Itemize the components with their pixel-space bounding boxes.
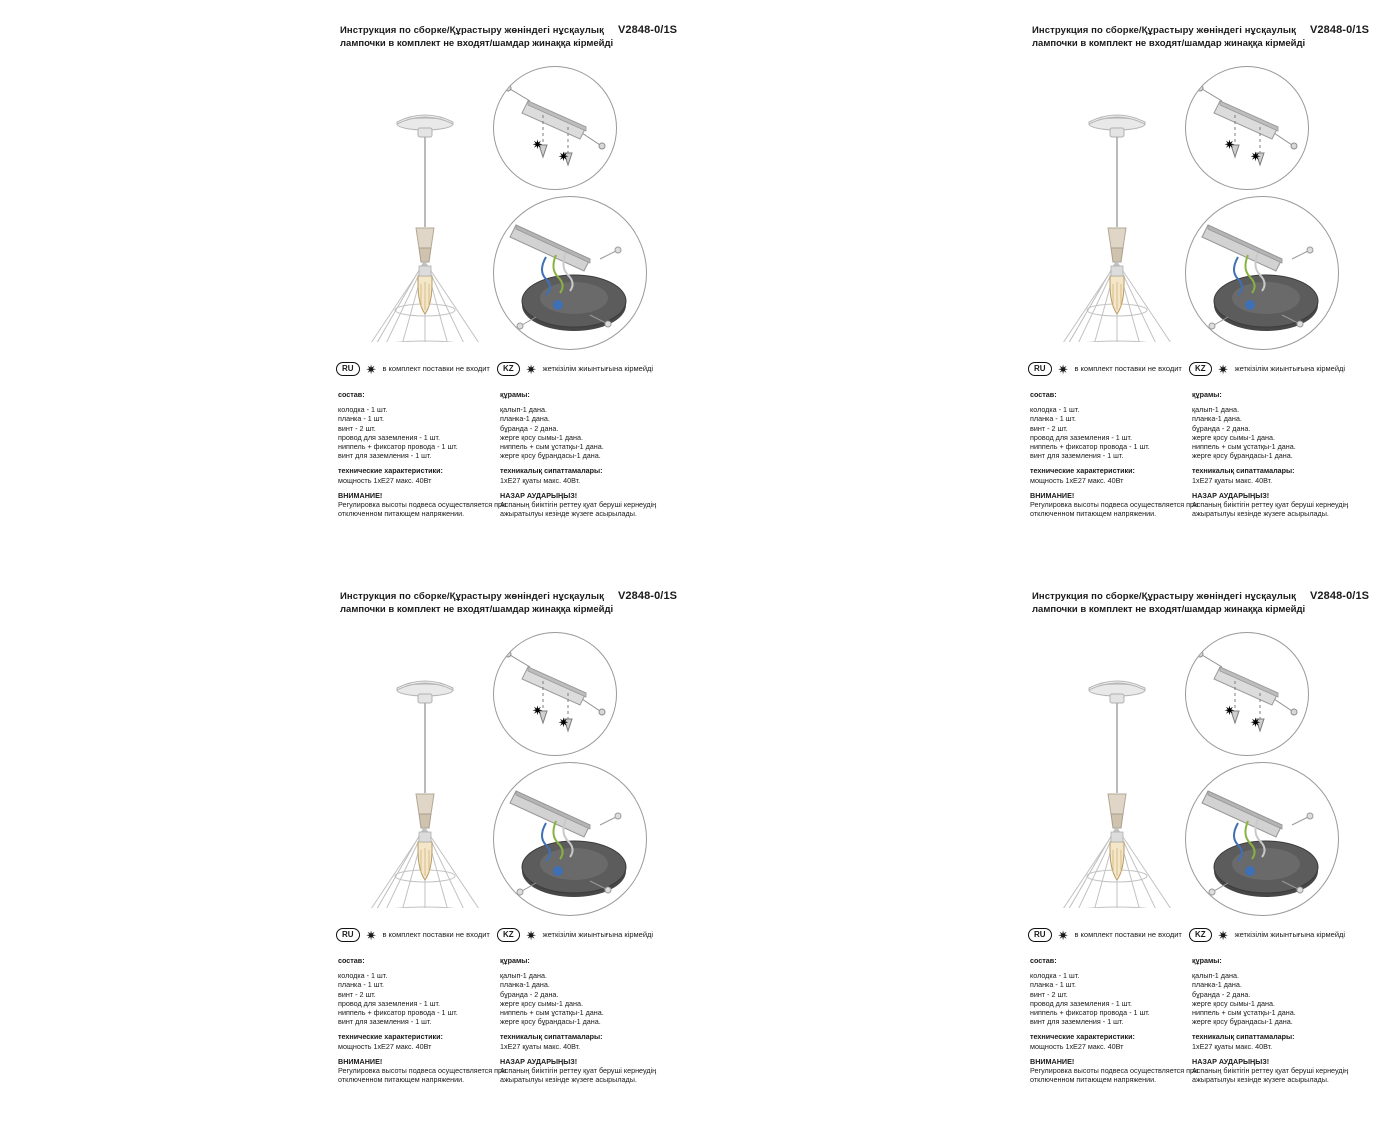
ceiling-bracket-detail-icon	[1185, 632, 1309, 756]
spec-kz-tech-value: 1хЕ27 қуаты макс. 40Вт.	[1192, 1041, 1273, 1051]
wiring-connection-detail-icon	[1185, 196, 1339, 350]
spec-ru-item: планка - 1 шт.	[338, 414, 384, 424]
spec-ru-item: винт для заземления - 1 шт.	[338, 451, 432, 461]
instruction-panel	[692, 566, 1383, 1131]
spec-kz-heading: құрамы:	[1192, 956, 1222, 965]
spec-kz-item: ниппель + сым ұстатқы-1 дана.	[1192, 1008, 1296, 1018]
spec-block-ru	[1030, 956, 1200, 1084]
ceiling-bracket-detail-icon	[493, 66, 617, 190]
spec-ru-warning-text: Регулировка высоты подвеса осуществляется при отключенном питающем напряжении.	[338, 1066, 507, 1085]
panel-header	[340, 24, 678, 50]
header-subtitle: лампочки в комплект не входят/шамдар жинаққа кірмейді	[340, 604, 614, 615]
spec-kz-heading: құрамы:	[500, 956, 530, 965]
header-subtitle: лампочки в комплект не входят/шамдар жинаққа кірмейді	[1032, 604, 1306, 615]
legend-ru	[336, 928, 490, 942]
svg-text:✷: ✷	[532, 138, 543, 153]
legend-kz-note: жеткізілім жиынтығына кірмейді	[1234, 930, 1346, 940]
asterisk-icon: ✷	[1217, 361, 1229, 377]
spec-ru-warning-heading: ВНИМАНИЕ!	[1030, 490, 1075, 500]
spec-kz-warning-heading: НАЗАР АУДАРЫҢЫЗ!	[500, 1056, 578, 1066]
spec-kz-item: бұранда - 2 дана.	[500, 423, 559, 433]
header-title-row	[1032, 590, 1370, 603]
spec-ru-item: винт - 2 шт.	[1030, 989, 1068, 999]
header-title-row	[340, 24, 678, 37]
spec-ru-item: провод для заземления - 1 шт.	[338, 998, 441, 1008]
spec-kz-item: жерге қосу бұрандасы-1 дана.	[1192, 451, 1293, 461]
spec-ru-heading: состав:	[1030, 956, 1057, 965]
spec-kz-item: жерге қосу бұрандасы-1 дана.	[500, 1017, 601, 1027]
pendant-lamp-icon	[330, 618, 520, 908]
header-subtitle: лампочки в комплект не входят/шамдар жинаққа кірмейді	[1032, 38, 1306, 49]
pendant-lamp-icon	[330, 52, 520, 342]
spec-ru-item: планка - 1 шт.	[338, 980, 384, 990]
spec-kz-tech-value: 1хЕ27 қуаты макс. 40Вт.	[500, 1041, 581, 1051]
legend-kz	[497, 928, 653, 942]
legend-kz	[1189, 928, 1345, 942]
pendant-lamp-icon	[1022, 618, 1212, 908]
spec-kz-tech-heading: техникалық сипаттамалары:	[500, 466, 603, 476]
spec-block-kz	[1192, 390, 1362, 518]
badge-kz: KZ	[497, 362, 520, 376]
spec-ru-item: винт для заземления - 1 шт.	[1030, 1017, 1124, 1027]
header-title: Инструкция по сборке/Құрастыру жөніндегі нұсқаулық	[340, 591, 604, 602]
spec-ru-tech-heading: технические характеристики:	[1030, 1032, 1135, 1042]
spec-ru-item: ниппель + фиксатор провода - 1 шт.	[1030, 442, 1150, 452]
legend-ru	[336, 362, 490, 376]
legend-kz-note: жеткізілім жиынтығына кірмейді	[1234, 364, 1346, 374]
header-title: Инструкция по сборке/Құрастыру жөніндегі нұсқаулық	[1032, 591, 1296, 602]
svg-text:✷: ✷	[1250, 716, 1261, 731]
spec-kz-item: жерге қосу сымы-1 дана.	[500, 998, 583, 1008]
svg-text:✷: ✷	[1250, 150, 1261, 165]
spec-kz-item: қалып-1 дана.	[1192, 971, 1239, 981]
spec-ru-heading: состав:	[1030, 390, 1057, 399]
spec-ru-warning-heading: ВНИМАНИЕ!	[338, 1056, 383, 1066]
spec-kz-item: ниппель + сым ұстатқы-1 дана.	[500, 442, 604, 452]
asterisk-icon: ✷	[525, 361, 537, 377]
legend-ru-note: в комплект поставки не входит	[382, 930, 490, 940]
spec-kz-item: планка-1 дана.	[500, 980, 550, 990]
asterisk-icon: ✷	[525, 927, 537, 943]
spec-ru-tech-value: мощность 1хЕ27 макс. 40Вт	[338, 1041, 432, 1051]
asterisk-icon: ✷	[1217, 927, 1229, 943]
spec-kz-item: қалып-1 дана.	[500, 971, 547, 981]
legend-kz	[1189, 362, 1345, 376]
spec-kz-item: ниппель + сым ұстатқы-1 дана.	[500, 1008, 604, 1018]
legend-kz-note: жеткізілім жиынтығына кірмейді	[542, 930, 654, 940]
instruction-panel	[692, 0, 1383, 566]
wiring-connection-detail-icon	[493, 196, 647, 350]
spec-kz-tech-heading: техникалық сипаттамалары:	[1192, 466, 1295, 476]
panel-header	[1032, 24, 1370, 50]
spec-ru-item: винт - 2 шт.	[338, 423, 376, 433]
legend-ru-note: в комплект поставки не входит	[382, 364, 490, 374]
spec-ru-tech-heading: технические характеристики:	[338, 1032, 443, 1042]
badge-kz: KZ	[1189, 362, 1212, 376]
spec-ru-item: колодка - 1 шт.	[338, 971, 388, 981]
spec-kz-item: жерге қосу бұрандасы-1 дана.	[1192, 1017, 1293, 1027]
wiring-connection-detail-icon	[493, 762, 647, 916]
spec-kz-item: бұранда - 2 дана.	[1192, 423, 1251, 433]
spec-kz-warning-heading: НАЗАР АУДАРЫҢЫЗ!	[500, 490, 578, 500]
spec-ru-tech-heading: технические характеристики:	[1030, 466, 1135, 476]
legend-kz-note: жеткізілім жиынтығына кірмейді	[542, 364, 654, 374]
badge-ru: RU	[1028, 362, 1052, 376]
asterisk-icon: ✷	[365, 361, 377, 377]
spec-ru-warning-text: Регулировка высоты подвеса осуществляется при отключенном питающем напряжении.	[338, 500, 507, 519]
spec-ru-item: ниппель + фиксатор провода - 1 шт.	[338, 1008, 458, 1018]
badge-ru: RU	[336, 928, 360, 942]
spec-kz-warning-heading: НАЗАР АУДАРЫҢЫЗ!	[1192, 490, 1270, 500]
spec-kz-warning-heading: НАЗАР АУДАРЫҢЫЗ!	[1192, 1056, 1270, 1066]
spec-ru-item: колодка - 1 шт.	[1030, 971, 1080, 981]
spec-ru-item: провод для заземления - 1 шт.	[1030, 998, 1133, 1008]
spec-kz-heading: құрамы:	[1192, 390, 1222, 399]
asterisk-icon: ✷	[1057, 927, 1069, 943]
spec-ru-item: планка - 1 шт.	[1030, 414, 1076, 424]
spec-kz-warning-text: Аспаның биіктігін реттеу қуат беруші кернеудің ажыратылуы кезінде жүзеге асырылады.	[500, 1066, 657, 1085]
spec-ru-tech-value: мощность 1хЕ27 макс. 40Вт	[1030, 1041, 1124, 1051]
header-title-row	[1032, 24, 1370, 37]
spec-kz-item: планка-1 дана.	[1192, 980, 1242, 990]
badge-kz: KZ	[497, 928, 520, 942]
spec-kz-warning-text: Аспаның биіктігін реттеу қуат беруші кернеудің ажыратылуы кезінде жүзеге асырылады.	[500, 500, 657, 519]
ceiling-bracket-detail-icon	[493, 632, 617, 756]
badge-kz: KZ	[1189, 928, 1212, 942]
ceiling-bracket-detail-icon	[1185, 66, 1309, 190]
product-code: V2848-0/1S	[1310, 24, 1370, 36]
svg-text:✷: ✷	[558, 150, 569, 165]
header-title: Инструкция по сборке/Құрастыру жөніндегі нұсқаулық	[1032, 25, 1296, 36]
spec-block-kz	[1192, 956, 1362, 1084]
spec-kz-item: қалып-1 дана.	[500, 405, 547, 415]
spec-kz-item: бұранда - 2 дана.	[500, 989, 559, 999]
spec-ru-item: ниппель + фиксатор провода - 1 шт.	[1030, 1008, 1150, 1018]
spec-kz-item: ниппель + сым ұстатқы-1 дана.	[1192, 442, 1296, 452]
spec-kz-tech-heading: техникалық сипаттамалары:	[500, 1032, 603, 1042]
spec-kz-item: бұранда - 2 дана.	[1192, 989, 1251, 999]
spec-kz-warning-text: Аспаның биіктігін реттеу қуат беруші кернеудің ажыратылуы кезінде жүзеге асырылады.	[1192, 500, 1349, 519]
legend-kz	[497, 362, 653, 376]
wiring-connection-detail-icon	[1185, 762, 1339, 916]
badge-ru: RU	[1028, 928, 1052, 942]
header-title-row	[340, 590, 678, 603]
spec-ru-warning-text: Регулировка высоты подвеса осуществляется при отключенном питающем напряжении.	[1030, 1066, 1199, 1085]
spec-block-ru	[338, 390, 508, 518]
spec-ru-tech-heading: технические характеристики:	[338, 466, 443, 476]
spec-block-kz	[500, 390, 670, 518]
spec-kz-heading: құрамы:	[500, 390, 530, 399]
legend-ru	[1028, 928, 1182, 942]
badge-ru: RU	[336, 362, 360, 376]
legend-ru	[1028, 362, 1182, 376]
spec-ru-item: колодка - 1 шт.	[1030, 405, 1080, 415]
spec-ru-warning-text: Регулировка высоты подвеса осуществляется при отключенном питающем напряжении.	[1030, 500, 1199, 519]
spec-kz-item: жерге қосу сымы-1 дана.	[500, 432, 583, 442]
panel-header	[340, 590, 678, 616]
product-code: V2848-0/1S	[618, 590, 678, 602]
spec-ru-item: планка - 1 шт.	[1030, 980, 1076, 990]
spec-ru-item: винт - 2 шт.	[1030, 423, 1068, 433]
instruction-panel	[0, 566, 692, 1131]
spec-block-ru	[338, 956, 508, 1084]
spec-ru-item: ниппель + фиксатор провода - 1 шт.	[338, 442, 458, 452]
pendant-lamp-icon	[1022, 52, 1212, 342]
spec-ru-item: винт для заземления - 1 шт.	[1030, 451, 1124, 461]
spec-ru-tech-value: мощность 1хЕ27 макс. 40Вт	[1030, 475, 1124, 485]
spec-kz-item: жерге қосу бұрандасы-1 дана.	[500, 451, 601, 461]
legend-ru-note: в комплект поставки не входит	[1074, 364, 1182, 374]
svg-text:✷: ✷	[1224, 704, 1235, 719]
spec-kz-item: жерге қосу сымы-1 дана.	[1192, 432, 1275, 442]
svg-text:✷: ✷	[558, 716, 569, 731]
spec-block-ru	[1030, 390, 1200, 518]
spec-kz-item: планка-1 дана.	[1192, 414, 1242, 424]
spec-ru-warning-heading: ВНИМАНИЕ!	[1030, 1056, 1075, 1066]
product-code: V2848-0/1S	[1310, 590, 1370, 602]
spec-ru-item: провод для заземления - 1 шт.	[1030, 432, 1133, 442]
spec-kz-tech-value: 1хЕ27 қуаты макс. 40Вт.	[1192, 475, 1273, 485]
panel-header	[1032, 590, 1370, 616]
svg-text:✷: ✷	[1224, 138, 1235, 153]
spec-ru-item: колодка - 1 шт.	[338, 405, 388, 415]
svg-text:✷: ✷	[532, 704, 543, 719]
spec-ru-item: провод для заземления - 1 шт.	[338, 432, 441, 442]
spec-kz-tech-value: 1хЕ27 қуаты макс. 40Вт.	[500, 475, 581, 485]
spec-ru-item: винт - 2 шт.	[338, 989, 376, 999]
asterisk-icon: ✷	[1057, 361, 1069, 377]
instruction-panel	[0, 0, 692, 566]
spec-kz-warning-text: Аспаның биіктігін реттеу қуат беруші кернеудің ажыратылуы кезінде жүзеге асырылады.	[1192, 1066, 1349, 1085]
spec-ru-warning-heading: ВНИМАНИЕ!	[338, 490, 383, 500]
spec-block-kz	[500, 956, 670, 1084]
header-title: Инструкция по сборке/Құрастыру жөніндегі нұсқаулық	[340, 25, 604, 36]
spec-kz-item: жерге қосу сымы-1 дана.	[1192, 998, 1275, 1008]
spec-ru-item: винт для заземления - 1 шт.	[338, 1017, 432, 1027]
spec-ru-heading: состав:	[338, 390, 365, 399]
product-code: V2848-0/1S	[618, 24, 678, 36]
header-subtitle: лампочки в комплект не входят/шамдар жинаққа кірмейді	[340, 38, 614, 49]
spec-ru-tech-value: мощность 1хЕ27 макс. 40Вт	[338, 475, 432, 485]
spec-kz-item: планка-1 дана.	[500, 414, 550, 424]
spec-kz-tech-heading: техникалық сипаттамалары:	[1192, 1032, 1295, 1042]
asterisk-icon: ✷	[365, 927, 377, 943]
spec-kz-item: қалып-1 дана.	[1192, 405, 1239, 415]
legend-ru-note: в комплект поставки не входит	[1074, 930, 1182, 940]
spec-ru-heading: состав:	[338, 956, 365, 965]
